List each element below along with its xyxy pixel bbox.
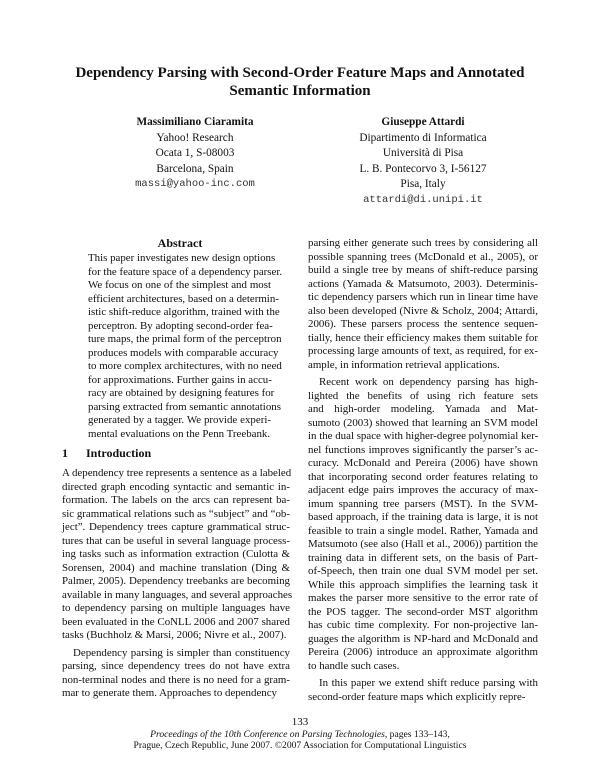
- text-line: based approach, if the training data is large, it is not: [308, 511, 538, 523]
- text-line: makes the parser more sensitive to the error rate of: [308, 592, 538, 604]
- affiliation-line: Ocata 1, S-08003: [155, 147, 235, 160]
- text-line: formation. The labels on the arcs can represent ba-: [62, 494, 290, 506]
- text-line: non-terminal nodes and there is no need for a gram-: [62, 673, 290, 686]
- text-line: and high-order modeling. Yamada and Mat-: [308, 403, 538, 415]
- text-line: ject”. Dependency trees capture grammatical struc-: [62, 521, 290, 533]
- paragraph: [62, 647, 290, 701]
- text-line: the POS tagger. The second-order MST algorithm: [308, 605, 538, 618]
- paragraph: [308, 237, 538, 372]
- affiliation-line: Yahoo! Research: [156, 131, 234, 144]
- affiliation-line: Dipartimento di Informatica: [359, 131, 487, 144]
- text-line: This paper investigates new design options: [88, 252, 276, 264]
- page-number: 133: [291, 716, 309, 728]
- paragraph: [88, 252, 283, 441]
- footer-copyright: Prague, Czech Republic, June 2007. ©2007 Association for Computational Linguistics: [133, 740, 467, 751]
- proceedings-pages: , pages 133–143,: [384, 729, 450, 740]
- text-line: available in many languages, and several approaches: [62, 588, 293, 601]
- text-line: has cubic time complexity. For non-projective lan-: [308, 619, 538, 631]
- text-line: in the dual space with higher-degree polynomial ker-: [308, 430, 539, 442]
- text-line: to more complex architectures, with no need: [88, 360, 282, 372]
- text-line: tially, hence their efficiency makes them suitable for: [308, 331, 538, 344]
- text-line: produces models with comparable accuracy: [88, 346, 279, 359]
- title-line-1: Dependency Parsing with Second-Order Feature Maps and Annotated: [75, 65, 525, 81]
- text-line: actions (Yamada & Matsumoto, 2003). Determinis-: [308, 277, 538, 290]
- paragraph: [308, 677, 538, 704]
- author-email[interactable]: attardi@di.unipi.it: [363, 193, 483, 206]
- text-line: also been developed (Nivre & Scholz, 2004; Attardi,: [308, 304, 538, 317]
- author-name: Giuseppe Attardi: [381, 116, 465, 128]
- affiliation-line: Pisa, Italy: [400, 178, 446, 191]
- text-line: guages the algorithm is NP-hard and McDonald and: [308, 632, 538, 645]
- text-line: ample, in information retrieval applications.: [308, 358, 500, 371]
- text-line: mental evaluations on the Penn Treebank.: [88, 427, 271, 440]
- footer-citation: [0, 729, 600, 751]
- text-line: In this paper we extend shift reduce parsing with: [319, 677, 538, 689]
- text-line: build a single tree by means of shift-reduce parsing: [308, 264, 538, 276]
- text-line: We focus on one of the simplest and most: [88, 279, 271, 291]
- text-line: that incorporating second order features relating to: [308, 470, 538, 483]
- text-line: lighted the benefits of using rich feature sets: [308, 389, 538, 402]
- text-line: racy are obtained by designing features for: [88, 387, 275, 399]
- text-line: training data in different sets, on the basis of Part-: [308, 551, 538, 564]
- text-line: A dependency tree represents a sentence as a labeled: [62, 467, 292, 479]
- text-line: adjacent edge pairs improves the accuracy of max-: [308, 484, 538, 496]
- text-line: tasks (Buchholz & Marsi, 2006; Nivre et al., 2007).: [62, 629, 287, 641]
- proceedings-title: Proceedings of the 10th Conference on Parsing Technologies: [150, 729, 385, 740]
- text-line: to handle such cases.: [308, 659, 400, 672]
- text-line: tures that can be useful in several language process-: [62, 534, 290, 547]
- text-line: 2006). These parsers process the sentence sequen-: [308, 318, 538, 330]
- text-line: istic shift-reduce algorithm, trained with the: [88, 306, 280, 318]
- text-line: ing tasks such as information extraction (Culotta &: [62, 548, 290, 560]
- text-line: Matsumoto (see also (Hall et al., 2006)) partition the: [308, 538, 538, 550]
- text-line: curacy. McDonald and Pereira (2006) have shown: [308, 457, 538, 469]
- author-block-1: [85, 115, 305, 193]
- text-line: been evaluated in the CoNLL 2006 and 2007 shared: [62, 615, 290, 628]
- text-line: perceptron. By adopting second-order fea-: [88, 319, 273, 332]
- text-line: imum spanning tree parsers (MST). In the SVM-: [308, 497, 538, 510]
- affiliation-line: Barcelona, Spain: [156, 162, 234, 175]
- text-line: parsing, since dependency trees do not have extra: [62, 660, 290, 672]
- text-line: sumoto (2003) showed that learning an SVM model: [308, 416, 538, 429]
- text-line: second-order feature maps which explicitly repre-: [308, 690, 526, 703]
- text-line: While this approach simplifies the learning task it: [308, 578, 538, 591]
- paragraph: [62, 467, 293, 643]
- section-number: 1: [62, 446, 68, 460]
- text-line: nel functions improves significantly the parser’s ac-: [308, 443, 538, 456]
- author-name: Massimiliano Ciaramita: [136, 116, 254, 128]
- paragraph: [308, 376, 538, 673]
- abstract-body: [88, 252, 283, 445]
- section-title: Introduction: [86, 446, 152, 460]
- text-line: possible spanning trees (McDonald et al., 2005), or: [308, 250, 538, 263]
- text-line: parsing extracted from semantic annotations: [88, 400, 281, 413]
- text-line: directed graph encoding syntactic and semantic in-: [62, 480, 290, 493]
- text-line: processing large amounts of text, as required, for ex-: [308, 345, 538, 357]
- text-line: feasible to train a single model. Rather, Yamada and: [308, 524, 538, 537]
- text-line: for the feature space of a dependency parser.: [88, 265, 283, 278]
- author-block-2: [313, 115, 533, 209]
- text-line: Sorensen, 2004) and machine translation (Ding &: [62, 561, 290, 574]
- text-line: Palmer, 2005). Dependency treebanks are becoming: [62, 575, 290, 587]
- text-line: ture maps, the primal form of the perceptron: [88, 333, 282, 345]
- author-email[interactable]: massi@yahoo-inc.com: [135, 178, 255, 191]
- text-line: Recent work on dependency parsing has high-: [319, 376, 538, 388]
- text-line: Dependency parsing is simpler than constituency: [73, 646, 290, 659]
- text-line: Pereira (2006) introduce an approximate algorithm: [308, 646, 538, 658]
- affiliation-line: L. B. Pontecorvo 3, I-56127: [359, 162, 487, 175]
- section-heading: [62, 446, 151, 461]
- text-line: mar to generate them. Approaches to dependency: [62, 687, 278, 699]
- text-line: to dependency parsing on multiple languages have: [62, 602, 290, 614]
- affiliation-line: Università di Pisa: [382, 147, 464, 160]
- text-line: efficient architectures, based on a determin-: [88, 292, 279, 305]
- title-line-2: Semantic Information: [229, 83, 371, 99]
- right-column-body: [308, 237, 538, 708]
- text-line: for approximations. Further gains in accu-: [88, 373, 272, 386]
- text-line: parsing either generate such trees by considering all: [308, 237, 538, 249]
- abstract-heading: Abstract: [157, 236, 203, 250]
- text-line: tic dependency parsers which run in linear time have: [308, 291, 538, 303]
- paper-title: [40, 64, 560, 100]
- text-line: of-Speech, then train one dual SVM model per set.: [308, 565, 538, 577]
- left-column-body: [62, 467, 293, 705]
- text-line: sic grammatical relations such as “subject” and “ob-: [62, 507, 290, 520]
- text-line: generated by a tagger. We provide experi-: [88, 414, 271, 426]
